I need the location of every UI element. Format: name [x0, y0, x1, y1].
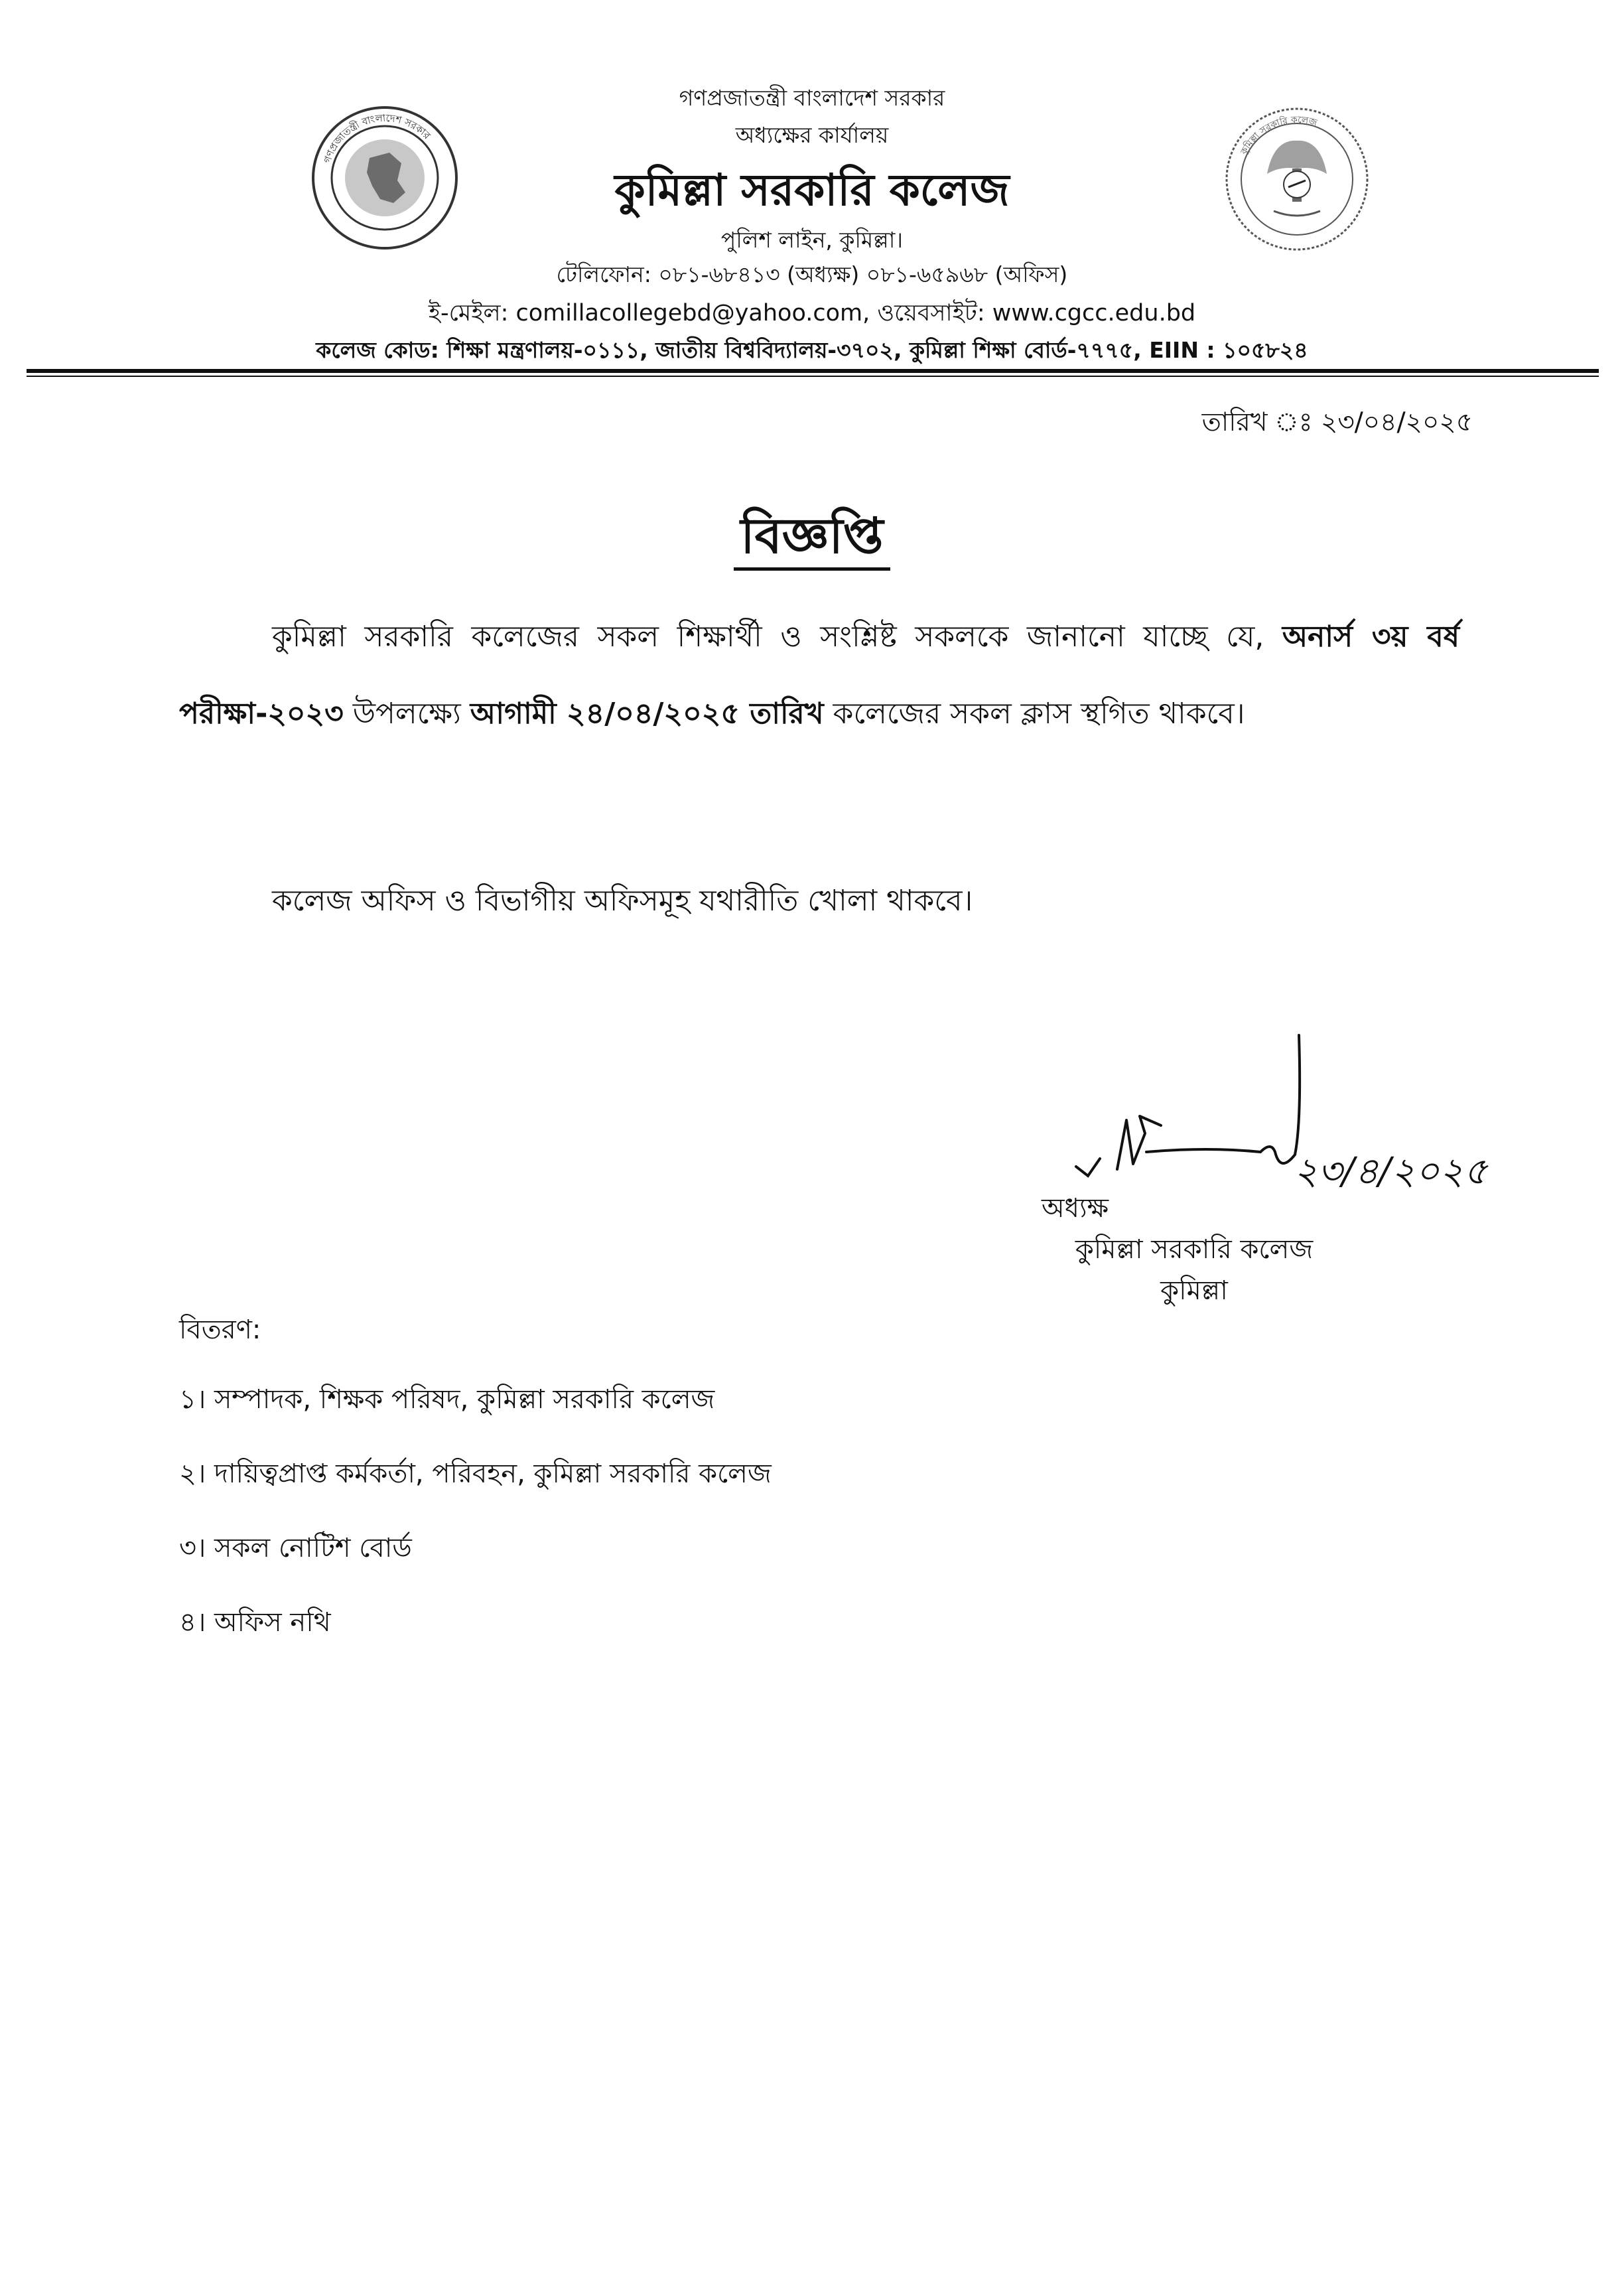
- signature-date: ২৩/৪/২০২৫: [1294, 1150, 1488, 1193]
- notice-date: তারিখ ঃ ২৩/০৪/২০২৫: [1201, 407, 1473, 437]
- college-codes-line: কলেজ কোড: শিক্ষা মন্ত্রণালয়-০১১১, জাতীয় বিশ্ববিদ্যালয়-৩৭০২, কুমিল্লা শিক্ষা বোর্ড-৭৭৭৫, EIIN : ১০৫৮২৪: [316, 337, 1308, 363]
- notice-title-text: বিজ্ঞপ্তি: [734, 508, 890, 571]
- signatory-college: কুমিল্লা সরকারি কলেজ: [1075, 1234, 1314, 1265]
- notice-paragraph-2: কলেজ অফিস ও বিভাগীয় অফিসমূহ যথারীতি খোলা থাকবে।: [272, 884, 973, 918]
- signatory-designation: অধ্যক্ষ: [1042, 1193, 1109, 1224]
- p1-part1: কুমিল্লা সরকারি কলেজের সকল শিক্ষার্থী ও সংশ্লিষ্ট সকলকে জানানো যাচ্ছে যে,: [272, 620, 1264, 654]
- distribution-list: [179, 1309, 1307, 1677]
- list-item: ৪। অফিস নথি: [179, 1607, 331, 1638]
- p1-exam-name: অনার্স ৩য় বর্ষ পরীক্ষা-২০২৩: [179, 620, 1459, 731]
- seal-right-text: কুমিল্লা সরকারি কলেজ: [1239, 114, 1319, 157]
- phone-line: টেলিফোন: ০৮১-৬৮৪১৩ (অধ্যক্ষ) ০৮১-৬৫৯৬৮ (অফিস): [556, 261, 1068, 287]
- seal-left-text: গণপ্রজাতন্ত্রী বাংলাদেশ সরকার: [321, 111, 433, 165]
- p1-part2: উপলক্ষ্যে: [352, 697, 461, 731]
- office-line: অধ্যক্ষের কার্যালয়: [735, 122, 889, 148]
- list-item: ১। সম্পাদক, শিক্ষক পরিষদ, কুমিল্লা সরকারি কলেজ: [179, 1384, 715, 1415]
- header-divider-thin: [27, 376, 1599, 377]
- government-line: গণপ্রজাতন্ত্রী বাংলাদেশ সরকার: [679, 85, 945, 111]
- distribution-heading: বিতরণ:: [179, 1315, 261, 1345]
- header-divider-thick: [27, 369, 1599, 373]
- list-item: ৩। সকল নোটিশ বোর্ড: [179, 1533, 412, 1563]
- signatory-block: [988, 1188, 1400, 1311]
- notice-paragraph-1: [179, 599, 1459, 753]
- p1-date: আগামী ২৪/০৪/২০২৫ তারিখ: [470, 697, 824, 731]
- email-website-line: ই-মেইল: comillacollegebd@yahoo.com, ওয়েবসাইট: www.cgcc.edu.bd: [428, 300, 1196, 326]
- college-name: কুমিল্লা সরকারি কলেজ: [614, 165, 1010, 216]
- signatory-city: কুমিল্লা: [1160, 1275, 1228, 1306]
- p1-part3: কলেজের সকল ক্লাস স্থগিত থাকবে।: [833, 697, 1245, 731]
- address-line: পুলিশ লাইন, কুমিল্লা।: [720, 227, 904, 253]
- list-item: ২। দায়িত্বপ্রাপ্ত কর্মকর্তা, পরিবহন, কুমিল্লা সরকারি কলেজ: [179, 1459, 772, 1489]
- notice-title: [0, 499, 1624, 581]
